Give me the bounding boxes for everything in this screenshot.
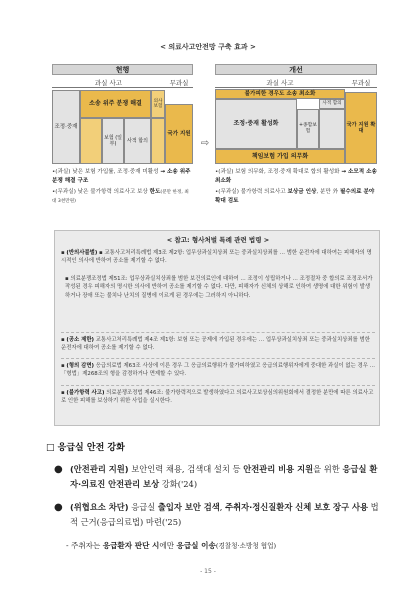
reference-item-3: ▪ (형의 감면) 응급의료법 제63조 사상에 이른 경우 그 응급의료행위가 불가피하였고 응급의료행위자에게 중대한 과실이 없는 경우 …「형법」제268조의 형을 감경하거나 면제할 수 있다. — [61, 363, 376, 378]
improved-private-lower-box — [319, 109, 345, 149]
figure-title: < 의료사고안전망 구축 효과 > — [160, 43, 256, 51]
current-state-box: 국가 지원 — [165, 104, 193, 164]
current-litigation-lower-box — [80, 118, 102, 164]
bullet-dot-icon: ● — [54, 464, 63, 475]
current-panel — [52, 64, 193, 224]
improved-note-nofault: •(무과실) 불가항력 의료사고 보상금 인상, 분만 外 필수의료 분야 확대 검토 — [215, 189, 375, 204]
page-number: - 15 - — [200, 568, 216, 575]
improved-note-fault: •(과실) 보험 의무화, 조정·중재 확대로 합의 활성화 → 소모적 소송 최소화 — [215, 169, 377, 184]
improved-col-fault: 과실 사고 — [266, 79, 294, 87]
reference-title: < 참고: 형사처벌 특례 관련 법령 > — [166, 236, 270, 244]
improved-private-box: 사적 합의 — [319, 99, 345, 109]
improved-state-box: 국가 지원 확대 — [345, 92, 377, 164]
current-doctor-lower-box — [151, 118, 165, 164]
reference-separator — [61, 358, 375, 359]
current-header: 현행 — [52, 64, 193, 75]
reference-item-2: ▪ (공소 제한) 교통사고처리특례법 제4조 제1항: 보험 또는 공제에 가입된 경우에는 … 업무상과실치상죄 또는 중과실치상죄를 범한 운전자에 대하여 공소를 제기할 수 없다. — [61, 337, 370, 352]
improved-panel — [215, 64, 377, 224]
current-private-box: 사적 합의 — [124, 118, 151, 164]
current-litigation-box: 소송 위주 분쟁 해결 — [80, 90, 151, 118]
improved-header: 개선 — [215, 64, 377, 75]
improved-liability-bar: 책임보험 가입 의무화 — [215, 149, 345, 164]
improved-col-line — [215, 87, 377, 88]
improved-dispute-box: 조정·중재 활성화 — [215, 99, 297, 149]
improved-comprehensive-insurance-box: +종합보험 — [297, 109, 319, 149]
reference-separator — [61, 332, 375, 333]
current-note-fault: •(과실) 낮은 보험 가입률, 조정·중재 미활성 → 소송 위주 분쟁 해결 구조 — [52, 169, 191, 184]
reference-box — [54, 230, 380, 426]
reference-item-1-sub: ▪ 의료분쟁조정법 제51조: 업무상과실치상죄를 범한 보건의료인에 대하여 … 조정이 성립하거나 … 조정절차 중 합의로 조정조서가 작성된 경우 피해자의 명시한 의사에 반하여 공소를 제기할 수 없다. 다만, 피해자가 신체의 상해로 인하여 생명에 대한 위험이 발생하거나 장애 또는 불치나 난치의 질병에 이르게 된 경우에는 그러하지 아니하다. — [65, 276, 373, 299]
transition-arrow: ⇨ — [200, 138, 210, 149]
improved-min-litigation-bar: 불가피한 경우도 소송 최소화 — [215, 89, 345, 99]
current-doctor-insurance-box: 의사 보험 — [151, 90, 165, 118]
bullet-dot-icon: ● — [54, 502, 63, 513]
current-dispute-box: 조정·중재 — [52, 90, 80, 164]
checkbox-icon: □ — [46, 443, 55, 453]
bullet-safety-support: ● (안전관리 지원) 보안인력 채용, 검색대 설치 등 안전관리 비용 지원을 위한 응급실 환자·의료진 안전관리 보상 강화('24) — [54, 464, 378, 489]
sub-item-drunk-patients: - 주취자는 응급환자 판단 시에만 응급실 이송(경찰청·소방청 협업) — [66, 541, 277, 550]
current-col-line — [52, 87, 193, 88]
bullet-threat-block: ● (위협요소 차단) 응급실 출입자 보안 검색, 주취자·정신질환자 신체 보호 장구 사용 법적 근거(응급의료법) 마련('25) — [54, 502, 379, 527]
current-col-fault: 과실 사고 — [94, 79, 123, 87]
reference-item-4: ▪ (불가항력 사고) 의료분쟁조정법 제46조: 불가항력적으로 발생하였다고 의료사고보상심의위원회에서 결정한 분만에 따른 의료사고로 인한 피해를 보상하기 위한 사업을 실시한다. — [61, 390, 374, 405]
reference-separator — [61, 385, 375, 386]
improved-col-nofault: 무과실 — [351, 79, 371, 87]
current-note-nofault: •(무과실) 낮은 불가항력 의료사고 보상 한도(분만 한정, 최대 3천만원) — [52, 189, 189, 204]
current-insurance-box: 보험 (일부) — [102, 118, 124, 164]
section-title: □ 응급실 안전 강화 — [46, 443, 125, 453]
current-col-nofault: 무과실 — [169, 79, 189, 87]
reference-item-1: ▪ (반의사불벌) ▪ 교통사고처리특례법 제3조 제2항: 업무상과실치상죄 또는 중과실치상죄를 … 범한 운전자에 대하여는 피해자의 명시적인 의사에 반하여 공소를 제기할 수 없다. — [61, 250, 372, 265]
